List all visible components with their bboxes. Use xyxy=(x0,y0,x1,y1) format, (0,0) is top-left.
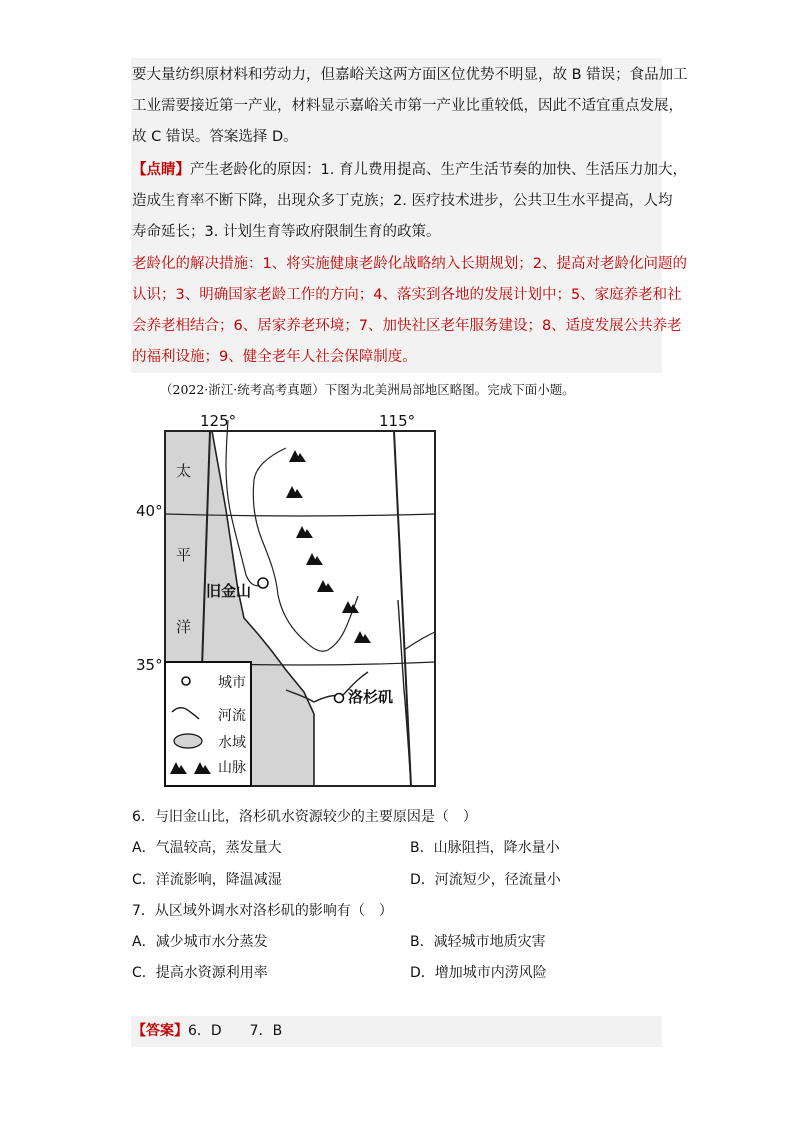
city-la-marker xyxy=(335,694,344,703)
question-6-option-c[interactable]: C．洋流影响，降温减湿 xyxy=(132,872,282,888)
lat-label-40: 40° xyxy=(136,502,163,520)
city-la-label: 洛杉矶 xyxy=(348,688,394,706)
city-sf-label: 旧金山 xyxy=(206,582,252,600)
question-7-option-b[interactable]: B．减轻城市地质灾害 xyxy=(410,934,546,950)
question-6-stem: 6．与旧金山比，洛杉矶水资源较少的主要原因是（ ） xyxy=(132,809,477,825)
analysis-line-3: 故 C 错误。答案选择 D。 xyxy=(132,129,298,145)
mountain-6 xyxy=(342,601,359,613)
lon-label-115: 115° xyxy=(379,412,416,430)
legend-river-label: 河流 xyxy=(218,708,246,724)
mountain-2 xyxy=(286,486,303,498)
legend-city-icon xyxy=(182,677,190,685)
lon-label-125: 125° xyxy=(200,412,237,430)
legend-city-label: 城市 xyxy=(218,675,246,691)
dianjing-line-2: 造成生育率不断下降，出现众多丁克族；2. 医疗技术进步，公共卫生水平提高，人均 xyxy=(132,193,673,209)
answer-text: 6．D 7．B xyxy=(188,1023,283,1039)
mountain-5 xyxy=(317,580,334,592)
city-sf-marker xyxy=(258,578,268,588)
mountain-7 xyxy=(354,631,371,643)
mountain-3 xyxy=(296,526,313,538)
measures-line-3: 会养老相结合；6、居家养老环境；7、加快社区老年服务建设；8、适度发展公共养老 xyxy=(132,318,682,334)
mountain-4 xyxy=(306,553,323,565)
dianjing-line-1 xyxy=(132,155,687,186)
dianjing-line-3: 寿命延长；3. 计划生育等政府限制生育的政策。 xyxy=(132,224,441,240)
river-colorado xyxy=(398,600,411,786)
question-7-stem: 7．从区域外调水对洛杉矶的影响有（ ） xyxy=(132,903,393,919)
river-branch xyxy=(404,632,435,650)
measures-line-1: 老龄化的解决措施：1、将实施健康老龄化战略纳入长期规划；2、提高对老龄化问题的 xyxy=(132,256,687,272)
measures-line-2: 认识；3、明确国家老龄工作的方向；4、落实到各地的发展计划中；5、家庭养老和社 xyxy=(132,287,682,303)
central-valley-outline xyxy=(253,448,358,651)
question-source: （2022·浙江·统考高考真题）下图为北美洲局部地区略图。完成下面小题。 xyxy=(160,382,575,397)
north-america-map xyxy=(136,410,446,795)
question-7-option-d[interactable]: D．增加城市内涝风险 xyxy=(410,965,547,981)
question-6-option-b[interactable]: B．山脉阻挡，降水量小 xyxy=(410,840,560,856)
mountain-symbols xyxy=(286,450,371,643)
question-6-option-a[interactable]: A．气温较高，蒸发量大 xyxy=(132,840,282,856)
legend-water-icon xyxy=(174,734,202,748)
dianjing-text-1: 产生老龄化的原因：1. 育儿费用提高、生产生活节奏的加快、生活压力加大， xyxy=(190,162,687,178)
question-7-option-c[interactable]: C．提高水资源利用率 xyxy=(132,965,268,981)
ocean-char-yang: 洋 xyxy=(176,618,192,636)
mountain-1 xyxy=(289,450,306,462)
lat-label-35: 35° xyxy=(136,656,163,674)
measures-line-4: 的福利设施；9、健全老年人社会保障制度。 xyxy=(132,349,417,365)
legend-water-label: 水域 xyxy=(218,735,246,751)
answer-line xyxy=(132,1016,282,1047)
meridian-115 xyxy=(394,431,411,786)
ocean-char-tai: 太 xyxy=(176,462,192,480)
ocean-char-ping: 平 xyxy=(176,546,192,564)
legend-mountain-label: 山脉 xyxy=(218,760,246,776)
answer-tag: 【答案】 xyxy=(132,1023,188,1039)
analysis-line-2: 工业需要接近第一产业，材料显示嘉峪关市第一产业比重较低，因此不适宜重点发展， xyxy=(132,98,683,114)
question-7-option-a[interactable]: A．减少城市水分蒸发 xyxy=(132,934,268,950)
dianjing-tag: 【点睛】 xyxy=(132,162,190,178)
question-6-option-d[interactable]: D．河流短少，径流量小 xyxy=(410,872,561,888)
analysis-line-1: 要大量纺织原材料和劳动力，但嘉峪关这两方面区位优势不明显，故 B 错误；食品加工 xyxy=(132,67,688,83)
